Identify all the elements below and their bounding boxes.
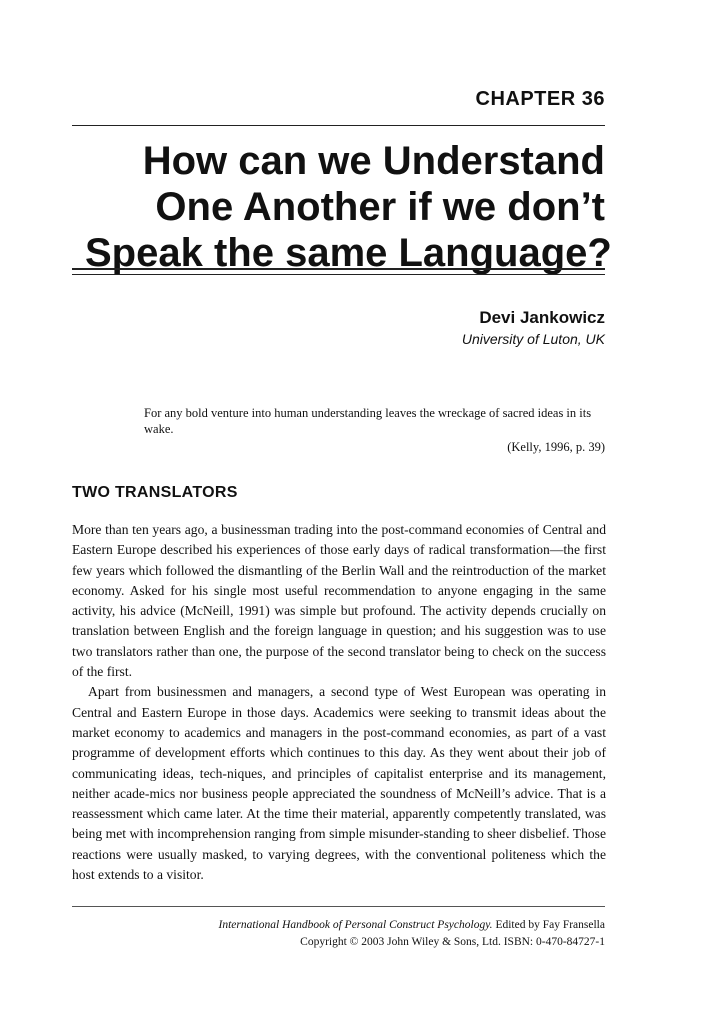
footer-rule: [72, 906, 605, 907]
section-heading: TWO TRANSLATORS: [72, 484, 238, 501]
footer-book-title: International Handbook of Personal Construct Psychology.: [218, 919, 493, 931]
author-affiliation: University of Luton, UK: [461, 331, 605, 347]
title-rule-thick: [72, 268, 605, 270]
title-rule-thin: [72, 274, 605, 275]
body-paragraph: More than ten years ago, a businessman trading into the post-command economies of Central and Eastern Europe described his experiences of those early days of radical transformation—the first few years which followed the dismantling of the Berlin Wall and the reintroduction of the market economy. Asked for his single most useful recommendation to anyone engaging in the same activity, his advice (McNeill, 1991) was simple but profound. The activity depends crucially on translation between English and the foreign language in question; and his suggestion was to use two translators rather than one, the purpose of the second translator being to check on the success of the first.: [72, 522, 606, 680]
body-paragraph: Apart from businessmen and managers, a second type of West European was operating in Central and Eastern Europe in those days. Academics were seeking to transmit ideas about the market economy to academics and managers in the post-command economies, as part of a vast programme of development efforts which continues to this day. As they went about their job of communicating ideas, tech-niques, and principles of capitalist enterprise and its management, neither acade-mics nor business people appreciated the soundness of McNeill’s advice. That is a reassessment which came later. At the time their material, apparently competently translated, was being met with incomprehension ranging from simple misunder-standing to sheer disbelief. Those reactions were usually masked, to varying degrees, with the conventional politeness which the host extends to a visitor.: [72, 684, 606, 883]
footer-editor: Edited by Fay Fransella: [492, 919, 605, 931]
footer-copyright: Copyright © 2003 John Wiley & Sons, Ltd. ISBN: 0-470-84727-1: [300, 936, 605, 948]
page-footer: [72, 917, 605, 951]
body-text: [72, 520, 606, 885]
chapter-title-line: How can we Understand: [142, 139, 605, 183]
epigraph-quote: For any bold venture into human understanding leaves the wreckage of sacred ideas in its wake.: [144, 406, 592, 436]
chapter-title-line: Speak the same Language?: [85, 231, 612, 275]
header-rule: [72, 125, 605, 126]
chapter-label: CHAPTER 36: [475, 88, 605, 110]
author-name: Devi Jankowicz: [479, 308, 605, 327]
footer-citation-line: [72, 917, 605, 934]
epigraph: [144, 405, 605, 455]
chapter-title: [85, 138, 612, 276]
chapter-title-line: One Another if we don’t: [155, 185, 605, 229]
epigraph-citation: (Kelly, 1996, p. 39): [507, 440, 605, 454]
